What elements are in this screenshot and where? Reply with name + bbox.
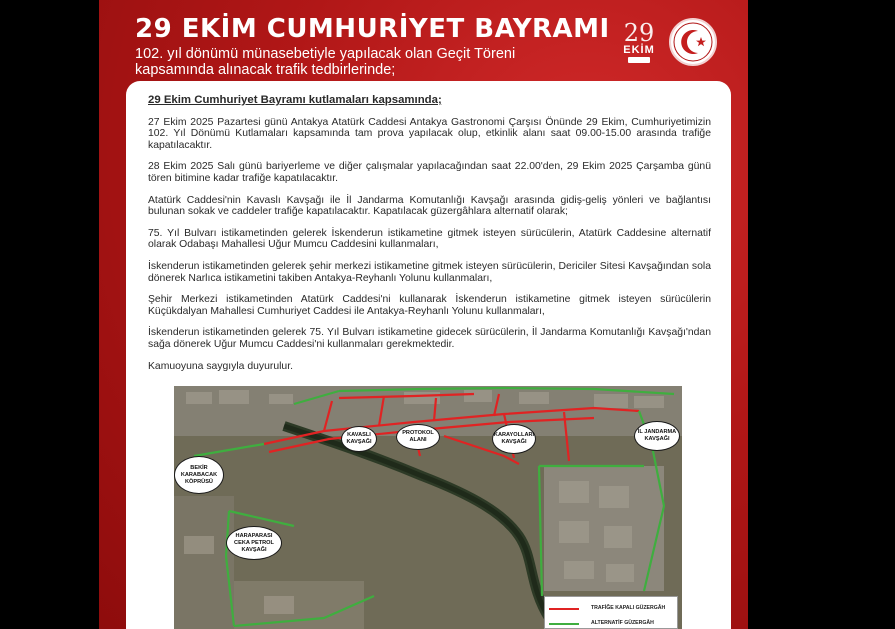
paragraph-alternative-1: 75. Yıl Bulvarı istikametinden gelerek İskenderun istikametine gitmek isteyen sürücülerin, Atatürk Caddesine alternatif olarak Odabaşı Mahallesi Uğur Mumcu Caddesini kullanmaları, (148, 227, 711, 251)
legend-alternative-label: ALTERNATİF GÜZERGÂH (591, 620, 654, 626)
badge-word: EKİM (623, 44, 655, 56)
paragraph-alternative-4: İskenderun istikametinden gelerek 75. Yıl Bulvarı istikametine gidecek sürücülerin, İl Jandarma Komutanlığı Kavşağı'ndan sağa dönerek Uğur Mumcu Caddesi'ni kullanmaları gerekmektedir. (148, 327, 711, 350)
legend-closed-label: TRAFİĞE KAPALI GÜZERGÂH (591, 605, 666, 611)
map-label-kopru: BEKİR KARABACAK KÖPRÜSÜ (174, 456, 224, 494)
map-label-jandarma: İL JANDARMA KAVŞAĞI (634, 421, 680, 451)
badge-number: 29 (623, 19, 655, 47)
map-label-protokol: PROTOKOL ALANI (396, 424, 440, 450)
map-graphic (174, 386, 682, 629)
announcement-card (126, 81, 731, 629)
poster-title: 29 EKİM CUMHURİYET BAYRAMI (135, 14, 610, 44)
map-label-kavasli: KAVASLI KAVŞAĞI (341, 426, 377, 452)
map-label-karayollari: KARAYOLLARI KAVŞAĞI (492, 424, 536, 454)
map-legend (544, 596, 678, 629)
governorship-seal-icon (669, 18, 717, 66)
map-label-haraparasi: HARAPARASI CEKA PETROL KAVŞAĞI (226, 526, 282, 560)
paragraph-closure-time: 28 Ekim 2025 Salı günü bariyerleme ve diğer çalışmalar yapılacağından saat 22.00'den, 29 Ekim 2025 Çarşamba günü tören bitimine kadar trafiğe kapatılacaktır. (148, 161, 711, 184)
traffic-route-map (174, 386, 682, 629)
paragraph-alternative-3: Şehir Merkezi istikametinden Atatürk Caddesi'ni kullanarak İskenderun istikametine gitmek isteyen sürücülerin Küçükdalyan Mahallesi Cumhuriyet Caddesi ile Antakya-Reyhanlı Yolunu kullanmaları, (148, 294, 711, 317)
announcement-heading: 29 Ekim Cumhuriyet Bayramı kutlamaları kapsamında; (148, 94, 442, 106)
paragraph-rehearsal: 27 Ekim 2025 Pazartesi günü Antakya Atatürk Caddesi Antakya Gastronomi Çarşısı Önünde 29 Ekim, Cumhuriyetimizin 102. Yıl Dönümü Kutlamaları kapsamında tam prova yapılacak olup, etkinlik alanı saat 09.00-15.00 arasında trafiğe kapatılacaktır. (148, 116, 711, 151)
badge-ribbon (628, 57, 650, 63)
paragraph-alternative-2: İskenderun istikametinden gelerek şehir merkezi istikametine gitmek isteyen sürücülerin, Dericiler Sitesi Kavşağından sola dönerek Narlıca istikametini takiben Antakya-Reyhanlı Yolunu kullanmaları, (148, 260, 711, 284)
legend-alternative-swatch (549, 623, 579, 625)
legend-closed-route (549, 603, 665, 615)
announcement-poster (99, 0, 748, 629)
legend-alternative-route (549, 618, 654, 629)
paragraph-closed-streets: Atatürk Caddesi'nin Kavaslı Kavşağı ile İl Jandarma Komutanlığı Kavşağı arasında gidiş-geliş yönleri ve bağlantısı bulunan sokak ve caddeler trafiğe kapatılacaktır. Kapatılacak güzergâhlara alternatif olarak; (148, 194, 711, 218)
poster-subtitle: 102. yıl dönümü münasebetiyle yapılacak olan Geçit Töreni kapsamında alınacak trafik tedbirlerinde; (135, 46, 516, 78)
legend-closed-swatch (549, 608, 579, 610)
paragraph-closing: Kamuoyuna saygıyla duyurulur. (148, 360, 293, 372)
29-ekim-logo (613, 19, 665, 68)
